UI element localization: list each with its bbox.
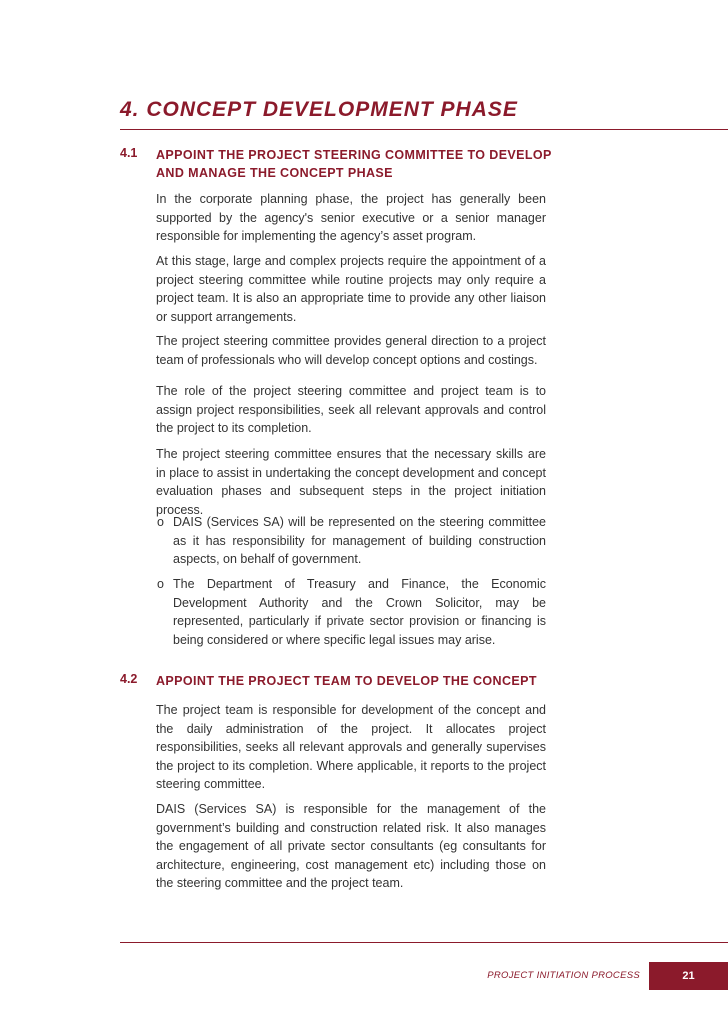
header-divider bbox=[120, 129, 728, 130]
section-number: 4.2 bbox=[120, 672, 138, 686]
paragraph: The project steering committee provides general direction to a project team of professionals who will develop concept options and costings. bbox=[156, 334, 546, 367]
footer-section-label: PROJECT INITIATION PROCESS bbox=[487, 970, 640, 981]
paragraph: The project team is responsible for development of the concept and the daily administration of the project. It allocates project responsibilities, seeks all relevant approvals and generally supervises the project to its completion. Where applicable, it reports to the project steering committee. bbox=[156, 703, 546, 792]
paragraph: DAIS (Services SA) is responsible for the management of the government’s building and construction related risk. It also manages the engagement of all private sector consultants (eg consultants for architecture, engineering, cost management etc) including those on the steering committee and the project team. bbox=[156, 802, 546, 891]
paragraph: In the corporate planning phase, the project has generally been supported by the agency's senior executive or a senior manager responsible for implementing the agency’s asset program. bbox=[156, 192, 546, 244]
chapter-title: 4. CONCEPT DEVELOPMENT PHASE bbox=[120, 98, 518, 121]
list-item bbox=[156, 575, 546, 649]
bullet-marker: o bbox=[157, 577, 164, 591]
section-number: 4.1 bbox=[120, 146, 138, 160]
footer-divider bbox=[120, 942, 728, 943]
list-item-text: The Department of Treasury and Finance, the Economic Development Authority and the Crown Solicitor, may be represented, particularly if private sector provision or financing is being considered or where specific legal issues may arise. bbox=[173, 577, 546, 647]
paragraph: The role of the project steering committee and project team is to assign project responsibilities, seek all relevant approvals and control the project to its completion. bbox=[156, 384, 546, 436]
list-item bbox=[156, 513, 546, 569]
paragraph: At this stage, large and complex projects require the appointment of a project steering committee while routine projects may only require a project team. It is also an appropriate time to provide any other liaison or support arrangements. bbox=[156, 254, 546, 324]
list-item-text: DAIS (Services SA) will be represented on the steering committee as it has responsibility for management of building construction aspects, on behalf of government. bbox=[173, 515, 546, 567]
section-heading: APPOINT THE PROJECT TEAM TO DEVELOP THE CONCEPT bbox=[156, 674, 537, 688]
bullet-marker: o bbox=[157, 515, 164, 529]
page-number: 21 bbox=[649, 962, 728, 990]
section-heading: APPOINT THE PROJECT STEERING COMMITTEE TO DEVELOP AND MANAGE THE CONCEPT PHASE bbox=[156, 148, 552, 180]
paragraph: The project steering committee ensures that the necessary skills are in place to assist in undertaking the concept development and concept evaluation phases and subsequent steps in the project initiation process. bbox=[156, 447, 546, 517]
